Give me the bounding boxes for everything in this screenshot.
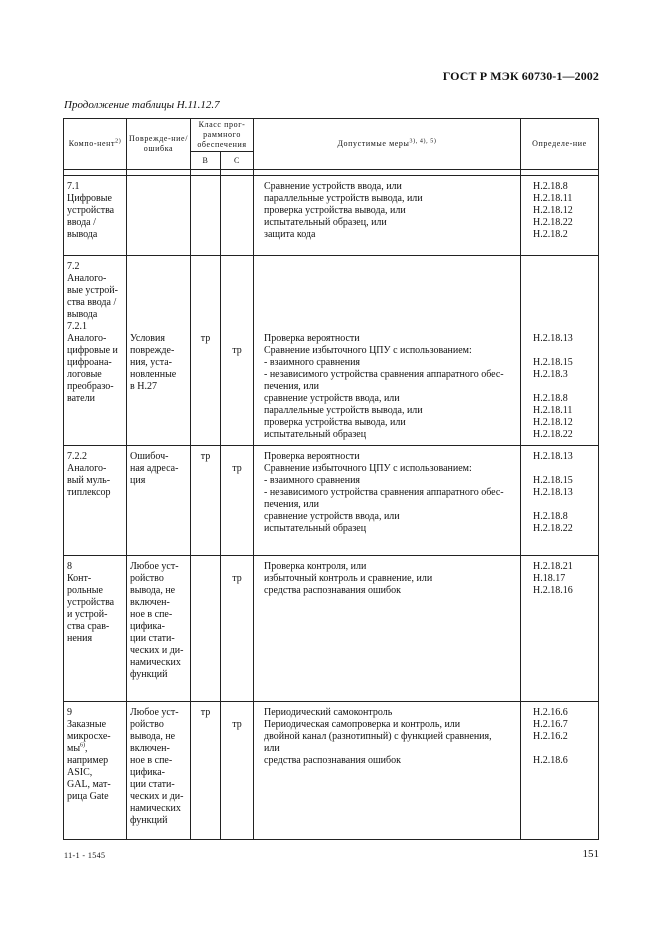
measures-line: избыточный контроль и сравнение, или (264, 573, 433, 584)
measures-line: Проверка контроля, или (264, 561, 367, 572)
measures-line: средства распознавания ошибок (264, 755, 401, 766)
component-line: 7.2.2 (67, 451, 87, 462)
measures-line: параллельные устройств вывода, или (264, 193, 423, 204)
component-line: ватели (67, 393, 95, 404)
class-c-cell: тр (221, 446, 254, 556)
defs-line (533, 463, 596, 475)
damage-line: в Н.27 (130, 381, 157, 392)
damage-line: цифика- (130, 767, 166, 778)
defs-line: Н.2.16.6 (533, 707, 568, 718)
component-line: 7.2 (67, 261, 80, 272)
class-b-cell: тр (191, 256, 221, 446)
measures-line: испытательный образец, или (264, 217, 387, 228)
damage-line: ции стати- (130, 633, 175, 644)
component-line: вый муль- (67, 475, 111, 486)
measures-line: сравнение устройств ввода, или (264, 511, 400, 522)
component-line: 9 (67, 707, 72, 718)
defs-line: Н.2.18.21 (533, 561, 573, 572)
header-class-c: С (221, 152, 254, 170)
component-line: вые устрой- (67, 285, 118, 296)
damage-line: ройство (130, 719, 164, 730)
class-b-cell: тр (191, 702, 221, 840)
table-row (64, 446, 599, 556)
component-line: и устрой- (67, 609, 108, 620)
definition-cell (521, 446, 599, 556)
damage-line: ческих и ди- (130, 645, 184, 656)
component-cell (64, 446, 127, 556)
damage-line: ройство (130, 573, 164, 584)
defs-line: Н.18.17 (533, 573, 566, 584)
measures-cell (254, 176, 521, 256)
component-line: рольные (67, 585, 103, 596)
damage-cell (127, 702, 191, 840)
defs-line (533, 743, 596, 755)
damage-line: вывода, не (130, 585, 176, 596)
damage-line: Ошибоч- (130, 451, 169, 462)
defs-line (533, 345, 596, 357)
defs-line: Н.2.18.8 (533, 511, 568, 522)
measures-line: проверка устройства вывода, или (264, 205, 406, 216)
defs-line: Н.2.18.11 (533, 405, 573, 416)
measures-line: Периодический самоконтроль (264, 707, 393, 718)
defs-line: Н.2.18.22 (533, 523, 573, 534)
measures-line: - независимого устройства сравнения аппаратного обес- (264, 487, 504, 498)
component-line: 8 (67, 561, 72, 572)
document-header: ГОСТ Р МЭК 60730-1—2002 (442, 69, 599, 83)
print-code: 11-1 - 1545 (64, 851, 106, 860)
class-c-cell (221, 176, 254, 256)
damage-line: ное в спе- (130, 755, 173, 766)
class-c-cell: тр (221, 256, 254, 446)
defs-line: Н.2.18.16 (533, 585, 573, 596)
measures-line: Проверка вероятности (264, 333, 360, 344)
definition-cell (521, 176, 599, 256)
component-line: вывода (67, 229, 98, 240)
defs-line: Н.2.18.15 (533, 357, 573, 368)
table-row (64, 556, 599, 702)
measures-line: печения, или (264, 381, 320, 392)
measures-line: - взаимного сравнения (264, 357, 361, 368)
damage-line: включен- (130, 597, 170, 608)
measures-cell (254, 556, 521, 702)
defs-line (533, 381, 596, 393)
damage-line: ция (130, 475, 146, 486)
defs-line: Н.2.18.3 (533, 369, 568, 380)
damage-line: ное в спе- (130, 609, 173, 620)
defs-line: Н.2.18.12 (533, 205, 573, 216)
component-line: мы (67, 743, 81, 754)
measures-cell (254, 446, 521, 556)
header-measures: Допустимые меры$^{3), 4), 5)}$ (254, 119, 521, 170)
component-line: 7.2.1 (67, 321, 87, 332)
component-line: логовые (67, 369, 102, 380)
page-number: 151 (582, 848, 599, 860)
component-line: микросхе- (67, 731, 111, 742)
header-class-b: В (191, 152, 221, 170)
component-line: вывода (67, 309, 98, 320)
measures-line: Проверка вероятности (264, 451, 360, 462)
defs-line: Н.2.16.7 (533, 719, 568, 730)
component-line: устройства (67, 205, 115, 216)
table-row (64, 176, 599, 256)
header-definition: Определе-ние (521, 119, 599, 170)
damage-line: Любое уст- (130, 561, 179, 572)
damage-cell (127, 176, 191, 256)
measures-line: сравнение устройств ввода, или (264, 393, 400, 404)
measures-line: или (264, 743, 280, 754)
defs-line: Н.2.18.2 (533, 229, 568, 240)
class-b-cell: тр (191, 446, 221, 556)
class-b-cell (191, 556, 221, 702)
measures-line: параллельные устройств вывода, или (264, 405, 423, 416)
footnote-marker: 6) (80, 742, 86, 749)
component-line: преобразо- (67, 381, 114, 392)
damage-line: новленные (130, 369, 177, 380)
measures-line: испытательный образец (264, 523, 367, 534)
component-line: цифровые и (67, 345, 118, 356)
measures-line: - взаимного сравнения (264, 475, 361, 486)
measures-cell (254, 256, 521, 446)
component-line: Аналого- (67, 333, 107, 344)
component-cell (64, 702, 127, 840)
damage-line: функций (130, 669, 168, 680)
measures-line: - независимого устройства сравнения аппаратного обес- (264, 369, 504, 380)
header-damage: Поврежде-ние/ошибка (127, 119, 191, 170)
defs-line: Н.2.18.13 (533, 487, 573, 498)
defs-line: Н.2.18.13 (533, 451, 573, 462)
damage-line: намических (130, 803, 181, 814)
defs-line: Н.2.16.2 (533, 731, 568, 742)
defs-line: Н.2.18.6 (533, 755, 568, 766)
component-line: цифроана- (67, 357, 112, 368)
definition-cell (521, 556, 599, 702)
defs-line: Н.2.18.8 (533, 393, 568, 404)
damage-line: включен- (130, 743, 170, 754)
defs-line: Н.2.18.22 (533, 217, 573, 228)
header-software-class: Класс прог-раммного обеспечения (191, 119, 254, 152)
defs-line: Н.2.18.13 (533, 333, 573, 344)
component-line: GAL, мат- (67, 779, 111, 790)
component-line: ства ввода / (67, 297, 117, 308)
component-line: ства срав- (67, 621, 110, 632)
component-cell (64, 556, 127, 702)
component-line: нения (67, 633, 93, 644)
damage-line: Условия (130, 333, 165, 344)
damage-cell (127, 446, 191, 556)
measures-line: проверка устройства вывода, или (264, 417, 406, 428)
component-line: рица Gate (67, 791, 109, 802)
defs-line (533, 499, 596, 511)
component-line: Конт- (67, 573, 92, 584)
damage-line: ции стати- (130, 779, 175, 790)
component-line: Цифровые (67, 193, 112, 204)
header-component: Компо-нент$^{2)}$ (64, 119, 127, 170)
table-caption: Продолжение таблицы Н.11.12.7 (64, 99, 220, 111)
defs-line: Н.2.18.22 (533, 429, 573, 440)
damage-line: ния, уста- (130, 357, 173, 368)
measures-table (63, 118, 599, 840)
damage-line: вывода, не (130, 731, 176, 742)
class-c-cell: тр (221, 702, 254, 840)
measures-line: защита кода (264, 229, 316, 240)
component-line: ASIC, (67, 767, 93, 778)
component-line: Заказные (67, 719, 107, 730)
component-line: Аналого- (67, 273, 107, 284)
component-line: 7.1 (67, 181, 80, 192)
measures-line: Сравнение устройств ввода, или (264, 181, 402, 192)
measures-line: двойной канал (разнотипный) с функцией сравнения, (264, 731, 492, 742)
damage-line: ческих и ди- (130, 791, 184, 802)
damage-line: ная адреса- (130, 463, 179, 474)
component-line: Аналого- (67, 463, 107, 474)
measures-cell (254, 702, 521, 840)
measures-line: печения, или (264, 499, 320, 510)
definition-cell (521, 702, 599, 840)
measures-line: Периодическая самопроверка и контроль, или (264, 719, 461, 730)
damage-cell (127, 256, 191, 446)
damage-line: функций (130, 815, 168, 826)
class-c-cell: тр (221, 556, 254, 702)
table-row (64, 256, 599, 446)
component-line: ввода / (67, 217, 96, 228)
measures-line: Сравнение избыточного ЦПУ с использованием: (264, 345, 472, 356)
defs-line: Н.2.18.11 (533, 193, 573, 204)
damage-cell (127, 556, 191, 702)
definition-cell (521, 256, 599, 446)
table-row (64, 702, 599, 840)
component-line: типлексор (67, 487, 111, 498)
defs-line: Н.2.18.12 (533, 417, 573, 428)
component-cell (64, 176, 127, 256)
component-line: например (67, 755, 109, 766)
measures-line: испытательный образец (264, 429, 367, 440)
component-cell (64, 256, 127, 446)
measures-line: средства распознавания ошибок (264, 585, 401, 596)
component-line: устройства (67, 597, 115, 608)
damage-line: цифика- (130, 621, 166, 632)
defs-line: Н.2.18.8 (533, 181, 568, 192)
measures-line: Сравнение избыточного ЦПУ с использованием: (264, 463, 472, 474)
damage-line: Любое уст- (130, 707, 179, 718)
damage-line: намических (130, 657, 181, 668)
damage-line: поврежде- (130, 345, 175, 356)
comma: , (85, 743, 88, 754)
defs-line: Н.2.18.15 (533, 475, 573, 486)
class-b-cell (191, 176, 221, 256)
